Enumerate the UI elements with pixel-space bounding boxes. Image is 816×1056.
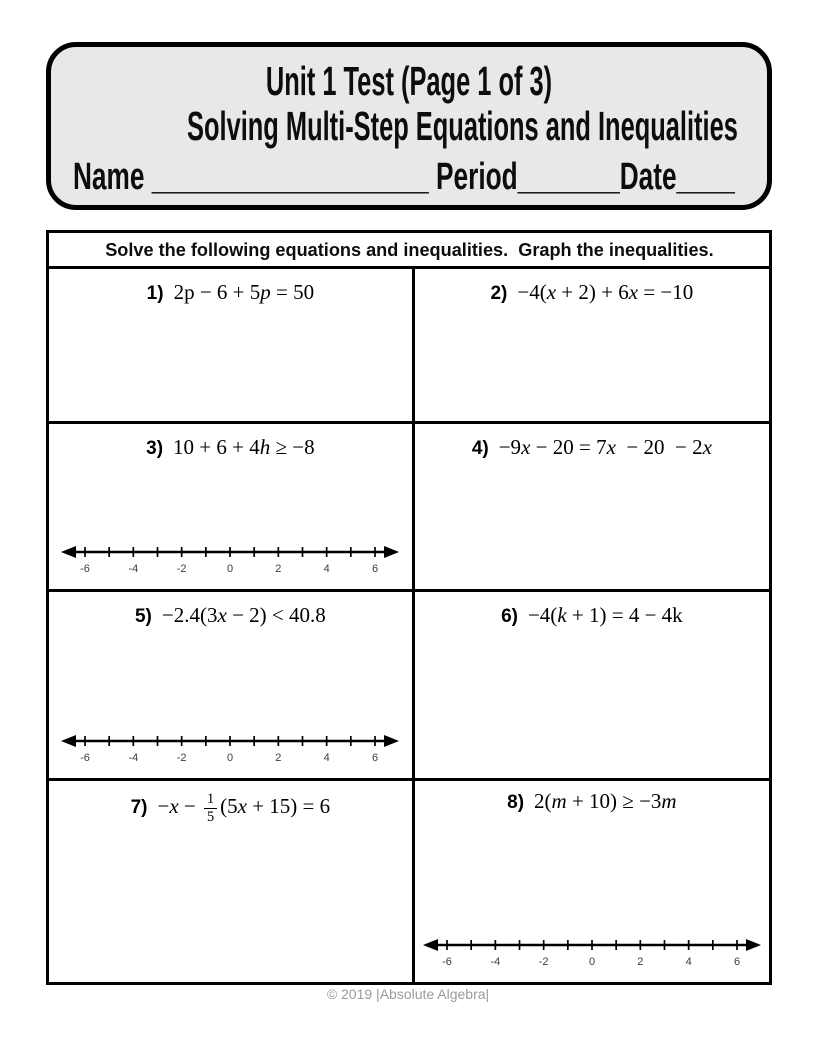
- svg-text:-4: -4: [490, 956, 501, 968]
- problem-5: [49, 592, 412, 628]
- svg-text:6: 6: [372, 752, 379, 764]
- copyright-footer: © 2019 |Absolute Algebra|: [326, 986, 490, 1002]
- svg-text:2: 2: [275, 752, 282, 764]
- problem-3: [49, 424, 412, 460]
- problem-equation: −x − $\frac{1}{5}$ (5x + 15) = 6: [157, 791, 331, 825]
- svg-text:-2: -2: [177, 752, 187, 764]
- page-subtitle: Solving Multi-Step Equations and Inequalities: [187, 103, 738, 149]
- problem-number: 2): [490, 283, 508, 304]
- problem-equation: −2.4(3x − 2) < 40.8: [161, 603, 326, 627]
- svg-text:4: 4: [323, 563, 331, 575]
- problem-equation: 2(m + 10) ≥ −3m: [534, 789, 677, 813]
- svg-text:0: 0: [588, 956, 595, 968]
- problem-cell-6: [415, 592, 769, 781]
- fraction: $\frac{1}{5}$: [204, 792, 217, 825]
- problem-cell-1: [49, 269, 415, 424]
- svg-text:-2: -2: [177, 563, 187, 575]
- svg-text:-6: -6: [80, 563, 91, 575]
- instructions-row: [49, 233, 769, 269]
- problem-cell-4: [415, 424, 769, 592]
- problem-cell-5: [49, 592, 415, 781]
- problem-1: [49, 269, 412, 305]
- page-title: Unit 1 Test (Page 1 of 3): [265, 58, 553, 104]
- problem-7: [49, 781, 412, 825]
- problem-number: 6): [501, 606, 518, 627]
- problem-equation: 2p − 6 + 5p = 50: [173, 280, 315, 304]
- name-period-date-line: Name ___________________ Period_______Date____: [73, 156, 735, 198]
- problem-cell-7: [49, 781, 415, 982]
- svg-text:6: 6: [372, 563, 379, 575]
- problem-2: [415, 269, 769, 305]
- problem-number: 1): [146, 283, 164, 304]
- problem-equation: −9x − 20 = 7x − 20 − 2x: [498, 435, 712, 459]
- svg-text:2: 2: [275, 563, 282, 575]
- problem-number: 8): [507, 792, 525, 813]
- instructions-text: Solve the following equations and inequalities. Graph the inequalities.: [104, 238, 714, 260]
- number-line: [58, 728, 402, 766]
- problem-equation: −4(x + 2) + 6x = −10: [517, 280, 694, 304]
- problem-number: 3): [146, 438, 164, 459]
- svg-text:-2: -2: [538, 956, 549, 968]
- svg-text:-4: -4: [128, 563, 139, 575]
- worksheet-header: [46, 42, 772, 210]
- svg-text:0: 0: [227, 563, 234, 575]
- problems-table: [46, 230, 772, 985]
- problem-number: 5): [134, 606, 152, 627]
- problem-number: 4): [471, 438, 489, 459]
- svg-text:4: 4: [685, 956, 692, 968]
- problem-equation: 10 + 6 + 4h ≥ −8: [173, 435, 315, 459]
- svg-text:2: 2: [637, 956, 644, 968]
- problem-8: [415, 781, 769, 814]
- number-line: [420, 932, 764, 970]
- svg-text:-6: -6: [80, 752, 91, 764]
- number-line: [58, 539, 402, 577]
- problem-cell-3: [49, 424, 415, 592]
- problem-cell-2: [415, 269, 769, 424]
- problem-cell-8: [415, 781, 769, 982]
- problem-number: 7): [130, 797, 148, 819]
- svg-text:6: 6: [733, 956, 740, 968]
- svg-text:0: 0: [227, 752, 234, 764]
- svg-text:-4: -4: [128, 752, 139, 764]
- problem-6: [415, 592, 769, 628]
- problem-4: [415, 424, 769, 460]
- svg-text:4: 4: [323, 752, 331, 764]
- svg-text:-6: -6: [441, 956, 452, 968]
- problem-equation: −4(k + 1) = 4 − 4k: [527, 603, 683, 627]
